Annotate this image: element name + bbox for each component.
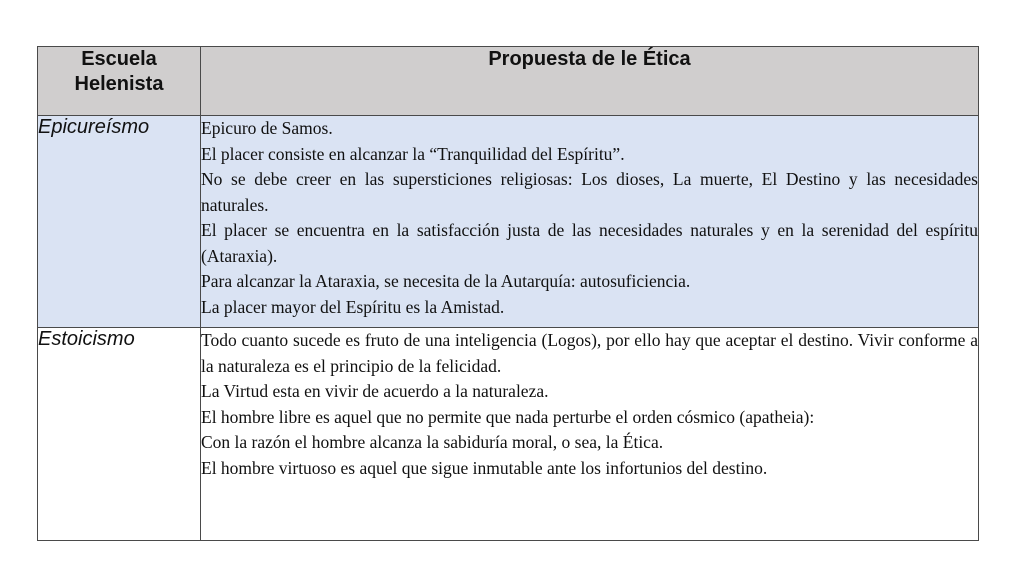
header-school-label: Escuela Helenista <box>74 48 164 95</box>
content-line: La placer mayor del Espíritu es la Amistad. <box>201 296 505 317</box>
header-ethics-label: Propuesta de le Ética <box>488 48 691 70</box>
table-row-epicureismo <box>38 116 979 328</box>
content-line: No se debe creer en las supersticiones religiosas: Los dioses, La muerte, El Destino y las necesidades naturales. <box>201 169 978 215</box>
school-name: Estoicismo <box>38 328 201 541</box>
school-name: Epicureísmo <box>38 116 201 328</box>
ethics-table <box>37 46 979 541</box>
header-row <box>38 47 979 116</box>
content-line: El placer consiste en alcanzar la “Tranquilidad del Espíritu”. <box>201 143 625 164</box>
header-school <box>38 47 201 116</box>
ethics-content <box>201 116 979 328</box>
content-line: El hombre virtuoso es aquel que sigue inmutable ante los infortunios del destino. <box>201 457 768 478</box>
content-line: Para alcanzar la Ataraxia, se necesita de la Autarquía: autosuficiencia. <box>201 271 691 291</box>
content-line: El placer se encuentra en la satisfacción justa de las necesidades naturales y en la serenidad del espíritu (Ataraxia). <box>201 220 978 266</box>
ethics-content <box>201 328 979 541</box>
content-line: La Virtud esta en vivir de acuerdo a la naturaleza. <box>201 381 549 401</box>
content-line: Todo cuanto sucede es fruto de una inteligencia (Logos), por ello hay que aceptar el destino. Vivir conforme a la naturaleza es el principio de la felicidad. <box>201 330 978 376</box>
content-line: El hombre libre es aquel que no permite que nada perturbe el orden cósmico (apatheia): <box>201 406 815 427</box>
content-line: Epicuro de Samos. <box>201 118 333 138</box>
table-row-estoicismo <box>38 328 979 541</box>
content-line: Con la razón el hombre alcanza la sabiduría moral, o sea, la Ética. <box>201 432 664 452</box>
header-ethics-proposal <box>201 47 979 116</box>
